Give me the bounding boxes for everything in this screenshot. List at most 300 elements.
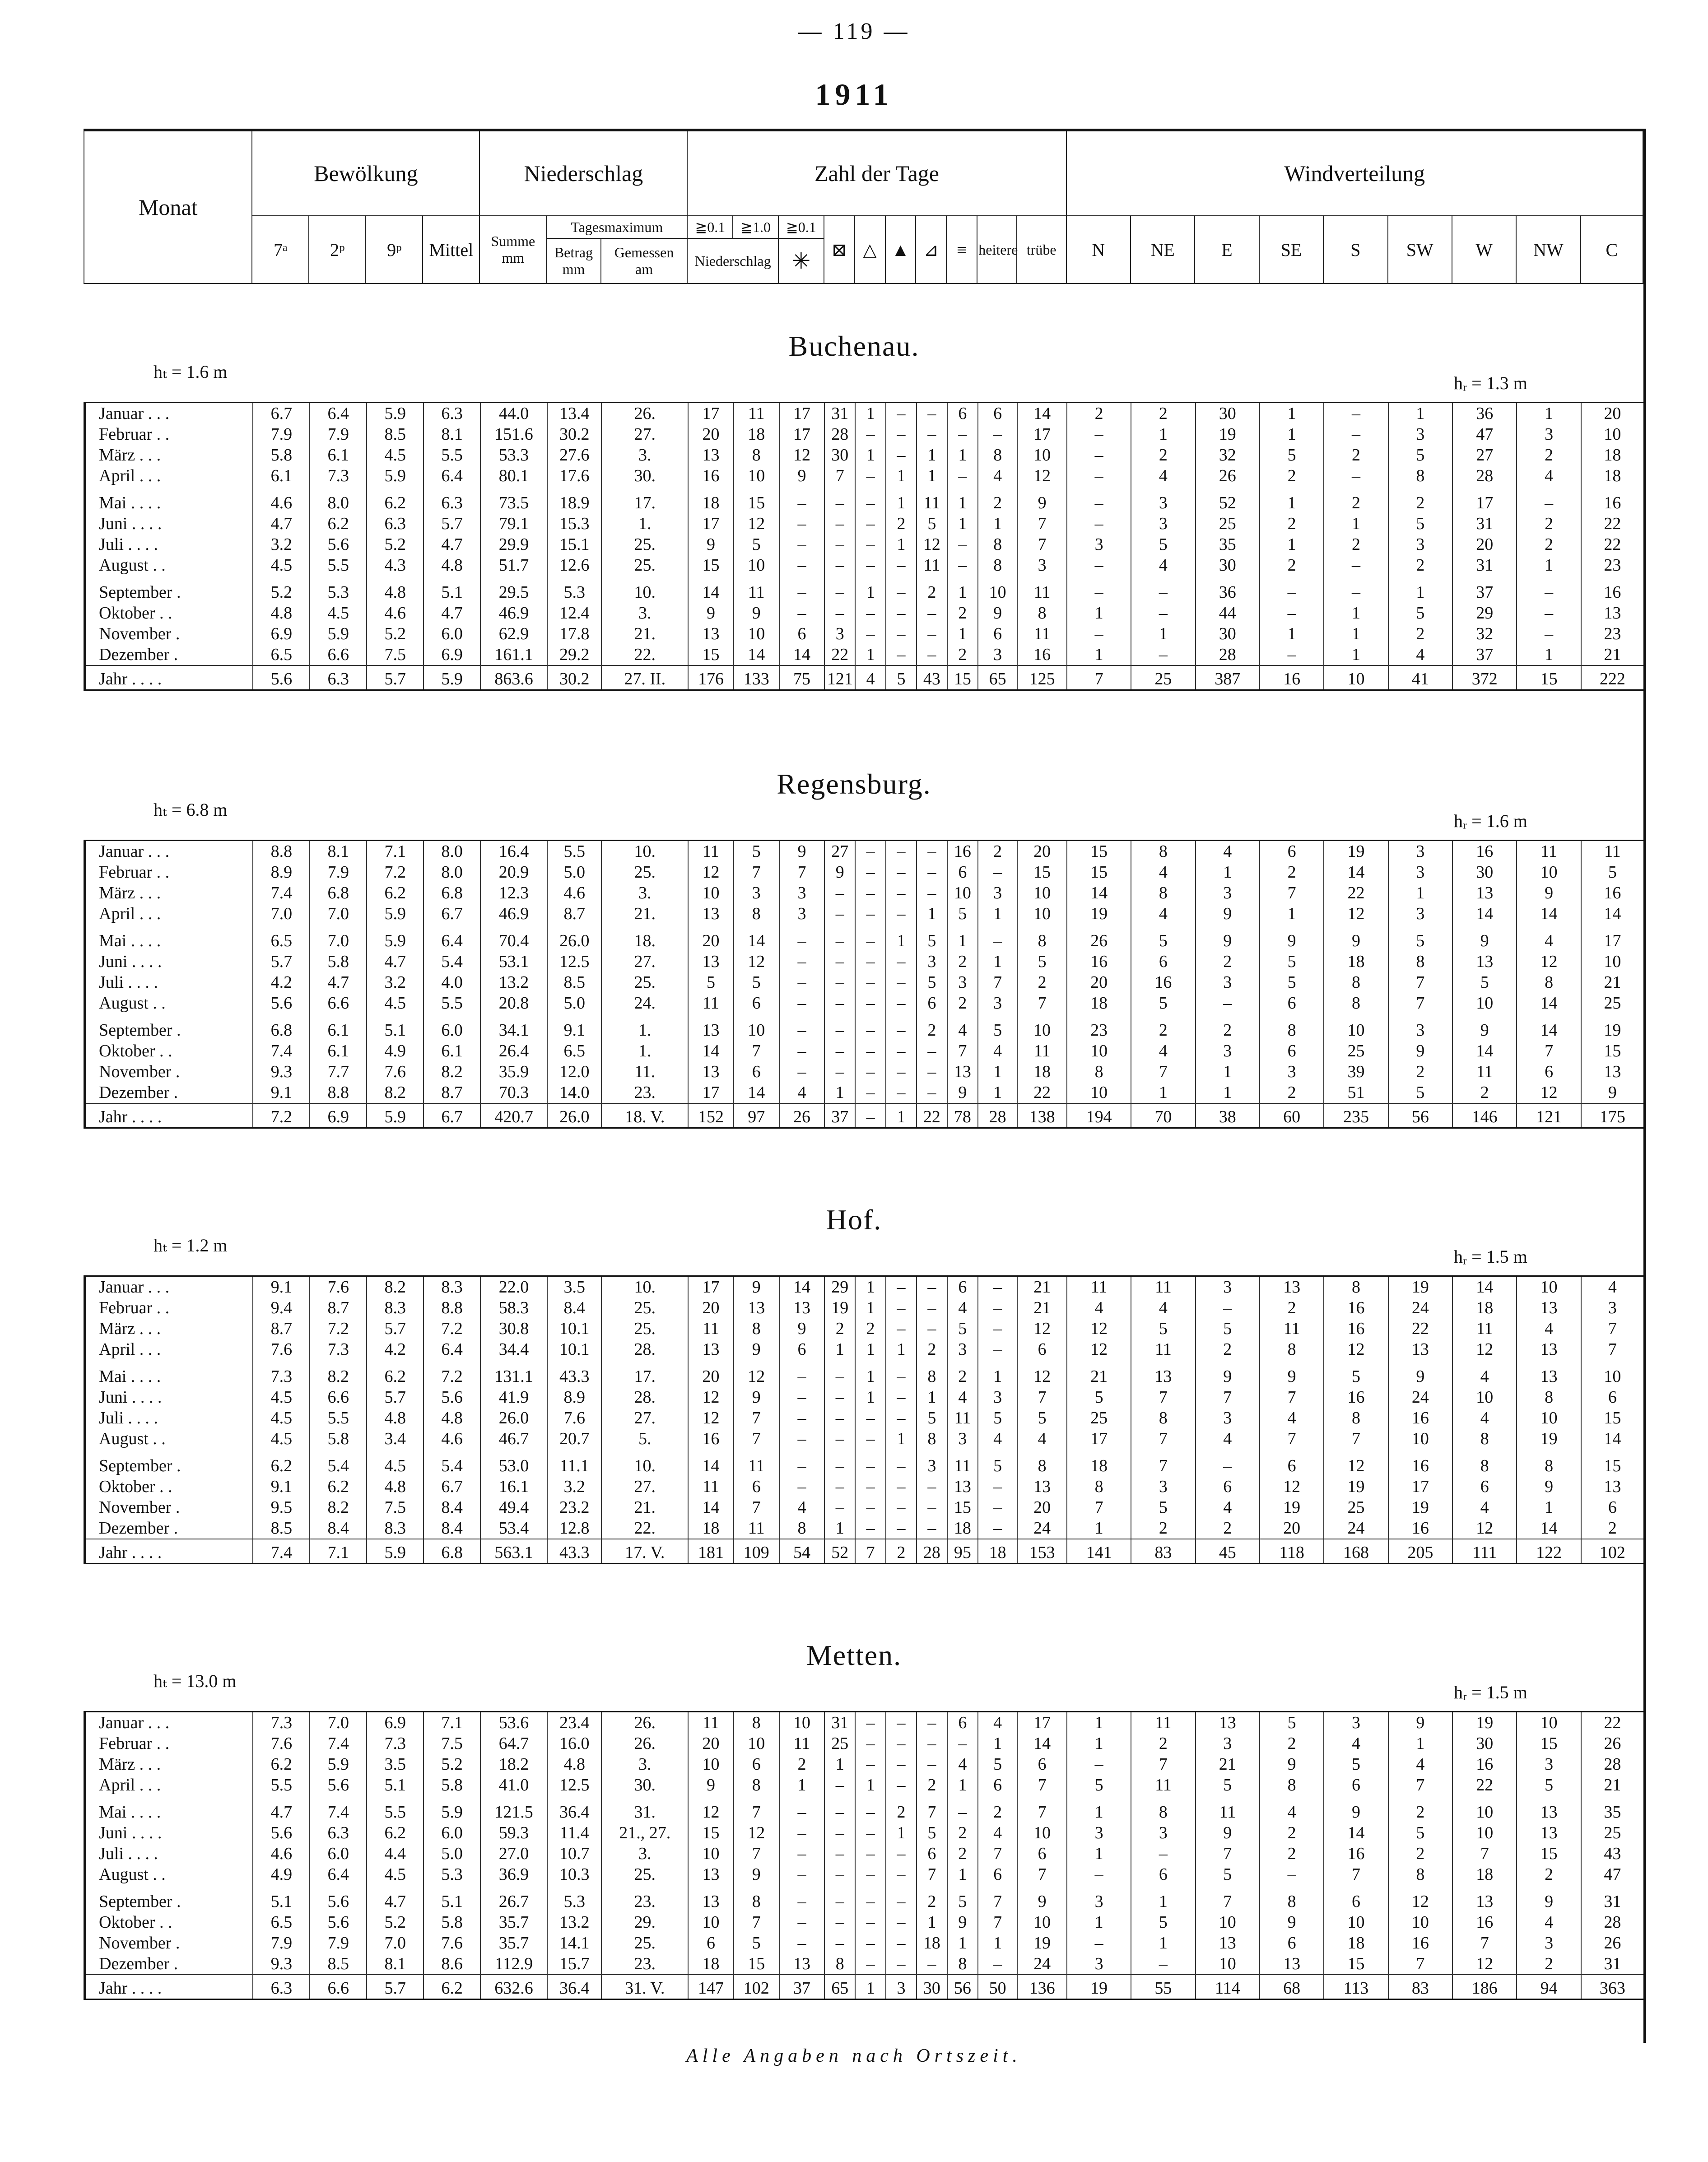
value-cell: 2 xyxy=(779,1754,825,1775)
month-cell: Juni . . . . xyxy=(85,1387,253,1408)
value-cell: 5 xyxy=(1388,603,1452,623)
value-cell: 8.1 xyxy=(424,424,480,445)
value-cell: 5.5 xyxy=(310,555,367,576)
value-cell: 32 xyxy=(1196,445,1260,465)
value-cell: 3. xyxy=(601,1843,688,1864)
value-cell: 19 xyxy=(1517,1428,1581,1449)
value-cell: 5 xyxy=(1017,1408,1067,1428)
value-cell: 16 xyxy=(947,841,978,862)
value-cell: – xyxy=(1067,513,1131,534)
value-cell: 13 xyxy=(1581,603,1643,623)
value-cell: – xyxy=(855,1408,886,1428)
value-cell: – xyxy=(1067,1933,1131,1953)
value-cell: 6 xyxy=(1017,1754,1067,1775)
value-cell: 4.8 xyxy=(424,1408,480,1428)
value-cell: 7 xyxy=(978,1843,1018,1864)
value-cell: 4 xyxy=(1452,1497,1517,1518)
value-cell: 25. xyxy=(601,1864,688,1885)
snow-icon: ✳ xyxy=(778,238,824,284)
value-cell: 2 xyxy=(1260,1082,1324,1103)
value-cell: 372 xyxy=(1452,665,1517,690)
value-cell: 4 xyxy=(1067,1297,1131,1318)
value-cell: 1 xyxy=(855,1297,886,1318)
value-cell: 70.4 xyxy=(480,924,547,951)
value-cell: 5.6 xyxy=(253,665,310,690)
table-row xyxy=(85,1733,1643,1754)
value-cell: 632.6 xyxy=(480,1975,547,1999)
station-ht: hₜ = 1.2 m xyxy=(154,1235,228,1255)
table-row xyxy=(85,1297,1643,1318)
value-cell: 43 xyxy=(1581,1843,1643,1864)
value-cell: – xyxy=(824,1497,855,1518)
value-cell: 68 xyxy=(1260,1975,1324,1999)
value-cell: 35.9 xyxy=(480,1061,547,1082)
value-cell: 5 xyxy=(1260,445,1324,465)
value-cell: 7 xyxy=(978,1885,1018,1912)
value-cell: 12 xyxy=(1517,1082,1581,1103)
value-cell: 9 xyxy=(1196,924,1260,951)
value-cell: – xyxy=(917,644,947,665)
value-cell: 13 xyxy=(1260,1276,1324,1298)
month-cell: Juni . . . . xyxy=(85,1823,253,1843)
value-cell: 16.1 xyxy=(480,1476,547,1497)
value-cell: 27.0 xyxy=(480,1843,547,1864)
value-cell: – xyxy=(1260,603,1324,623)
value-cell: 11 xyxy=(1452,1318,1517,1339)
value-cell: – xyxy=(779,924,825,951)
value-cell: 14 xyxy=(1517,903,1581,924)
value-cell: – xyxy=(1196,993,1260,1014)
value-cell: 3 xyxy=(886,1975,917,1999)
value-cell: 194 xyxy=(1067,1103,1131,1128)
month-cell: März . . . xyxy=(85,883,253,903)
header-truebe: trübe xyxy=(1017,216,1066,284)
value-cell: 16 xyxy=(1388,1449,1452,1476)
value-cell: 31. V. xyxy=(601,1975,688,1999)
value-cell: 10 xyxy=(734,1733,779,1754)
value-cell: 8.2 xyxy=(310,1360,367,1387)
value-cell: 7 xyxy=(1581,1318,1643,1339)
value-cell: 4 xyxy=(1131,903,1195,924)
value-cell: 7 xyxy=(1260,1387,1324,1408)
value-cell: – xyxy=(917,623,947,644)
value-cell: 2 xyxy=(886,513,917,534)
value-cell: 4 xyxy=(978,1428,1018,1449)
value-cell: 26. xyxy=(601,1712,688,1734)
value-cell: 13 xyxy=(688,1061,734,1082)
value-cell: 4.8 xyxy=(367,576,424,603)
value-cell: – xyxy=(779,1885,825,1912)
value-cell: 17 xyxy=(1067,1428,1131,1449)
value-cell: 9 xyxy=(1517,883,1581,903)
value-cell: 4 xyxy=(1131,862,1195,883)
value-cell: 5 xyxy=(1260,972,1324,993)
value-cell: 16.0 xyxy=(547,1733,601,1754)
value-cell: 9 xyxy=(1260,1912,1324,1933)
value-cell: 8 xyxy=(1067,1061,1131,1082)
value-cell: 10 xyxy=(688,1754,734,1775)
value-cell: 7.4 xyxy=(253,883,310,903)
value-cell: – xyxy=(1067,1864,1131,1885)
value-cell: 10 xyxy=(688,1912,734,1933)
value-cell: 6.1 xyxy=(310,1014,367,1041)
value-cell: 5 xyxy=(1067,1775,1131,1795)
value-cell: 3 xyxy=(1131,1823,1195,1843)
value-cell: 1 xyxy=(1196,1082,1260,1103)
value-cell: 14 xyxy=(734,1082,779,1103)
value-cell: 13 xyxy=(1131,1360,1195,1387)
value-cell: 6 xyxy=(1324,1775,1388,1795)
value-cell: 51.7 xyxy=(480,555,547,576)
month-cell: Dezember . xyxy=(85,1953,253,1975)
value-cell: 13 xyxy=(779,1297,825,1318)
value-cell: 34.1 xyxy=(480,1014,547,1041)
station-title: Metten. xyxy=(806,1639,902,1671)
value-cell: 5 xyxy=(947,1318,978,1339)
value-cell: 23. xyxy=(601,1885,688,1912)
value-cell: 13 xyxy=(1517,1297,1581,1318)
value-cell: 5.3 xyxy=(547,1885,601,1912)
value-cell: 18 xyxy=(1067,993,1131,1014)
value-cell: – xyxy=(779,1428,825,1449)
value-cell: – xyxy=(855,1712,886,1734)
value-cell: – xyxy=(886,1318,917,1339)
value-cell: 8 xyxy=(1324,1408,1388,1428)
value-cell: 12 xyxy=(688,862,734,883)
value-cell: – xyxy=(1067,623,1131,644)
value-cell: 4 xyxy=(1196,1428,1260,1449)
value-cell: 2 xyxy=(1388,623,1452,644)
value-cell: – xyxy=(978,1318,1018,1339)
value-cell: 10 xyxy=(734,465,779,486)
table-row xyxy=(85,1061,1643,1082)
value-cell: 29.2 xyxy=(547,644,601,665)
value-cell: 8 xyxy=(734,445,779,465)
value-cell: 1 xyxy=(886,1339,917,1360)
value-cell: 1 xyxy=(1067,1712,1131,1734)
value-cell: 8 xyxy=(1017,603,1067,623)
value-cell: 3 xyxy=(1196,1276,1260,1298)
value-cell: 27 xyxy=(1452,445,1517,465)
value-cell: 7 xyxy=(1017,534,1067,555)
value-cell: 18 xyxy=(947,1518,978,1539)
value-cell: 5 xyxy=(917,972,947,993)
table-row xyxy=(85,623,1643,644)
value-cell: 3 xyxy=(1388,903,1452,924)
value-cell: 1 xyxy=(824,1518,855,1539)
value-cell: 28 xyxy=(824,424,855,445)
value-cell: 8 xyxy=(1131,1408,1195,1428)
value-cell: 8 xyxy=(917,1428,947,1449)
value-cell: 12 xyxy=(1324,903,1388,924)
value-cell: 3 xyxy=(1517,1754,1581,1775)
value-cell: – xyxy=(886,883,917,903)
value-cell: 8.3 xyxy=(424,1276,480,1298)
value-cell: 4.7 xyxy=(367,951,424,972)
value-cell: 20 xyxy=(1260,1518,1324,1539)
value-cell: 6 xyxy=(1260,841,1324,862)
value-cell: 6.9 xyxy=(367,1712,424,1734)
value-cell: 5. xyxy=(601,1428,688,1449)
value-cell: 3.2 xyxy=(253,534,310,555)
value-cell: – xyxy=(855,862,886,883)
value-cell: 5 xyxy=(947,903,978,924)
value-cell: 6 xyxy=(1260,1041,1324,1061)
value-cell: 4.8 xyxy=(253,603,310,623)
value-cell: – xyxy=(947,1795,978,1823)
value-cell: 6.2 xyxy=(367,883,424,903)
value-cell: 27 xyxy=(824,841,855,862)
value-cell: 5 xyxy=(1388,1082,1452,1103)
value-cell: 7.4 xyxy=(310,1733,367,1754)
value-cell: 1 xyxy=(886,1823,917,1843)
value-cell: – xyxy=(824,1885,855,1912)
header-9p: 9ᵖ xyxy=(366,216,423,284)
value-cell: 41 xyxy=(1388,665,1452,690)
value-cell: 79.1 xyxy=(480,513,547,534)
value-cell: 21 xyxy=(1581,972,1643,993)
value-cell: – xyxy=(855,1795,886,1823)
value-cell: 6 xyxy=(978,623,1018,644)
value-cell: 10 xyxy=(1017,445,1067,465)
value-cell: 1 xyxy=(1131,1082,1195,1103)
value-cell: 7 xyxy=(947,1041,978,1061)
value-cell: 4.8 xyxy=(547,1754,601,1775)
value-cell: 5.2 xyxy=(424,1754,480,1775)
value-cell: 6.6 xyxy=(310,644,367,665)
value-cell: 18. V. xyxy=(601,1103,688,1128)
value-cell: 53.4 xyxy=(480,1518,547,1539)
value-cell: 16 xyxy=(688,465,734,486)
value-cell: 10.1 xyxy=(547,1339,601,1360)
value-cell: 4 xyxy=(947,1297,978,1318)
value-cell: 5 xyxy=(917,924,947,951)
value-cell: – xyxy=(779,513,825,534)
value-cell: 5 xyxy=(1517,1775,1581,1795)
value-cell: 18.2 xyxy=(480,1754,547,1775)
value-cell: 5.3 xyxy=(424,1864,480,1885)
value-cell: 14 xyxy=(1452,1276,1517,1298)
value-cell: 6 xyxy=(947,1276,978,1298)
table-row xyxy=(85,1476,1643,1497)
value-cell: 15 xyxy=(947,665,978,690)
value-cell: – xyxy=(824,1864,855,1885)
value-cell: 8 xyxy=(978,445,1018,465)
value-cell: – xyxy=(855,465,886,486)
value-cell: 7.2 xyxy=(310,1318,367,1339)
value-cell: 18 xyxy=(1324,1933,1388,1953)
value-cell: 9 xyxy=(1260,1360,1324,1387)
value-cell: 17 xyxy=(688,1276,734,1298)
value-cell: – xyxy=(855,1014,886,1041)
value-cell: 4 xyxy=(1131,1297,1195,1318)
value-cell: 15 xyxy=(1017,862,1067,883)
value-cell: 30 xyxy=(1452,862,1517,883)
value-cell: 6 xyxy=(734,1754,779,1775)
value-cell: 18.9 xyxy=(547,486,601,513)
value-cell: 47 xyxy=(1452,424,1517,445)
value-cell: – xyxy=(1067,445,1131,465)
value-cell: 5.2 xyxy=(253,576,310,603)
value-cell: 5 xyxy=(978,1408,1018,1428)
value-cell: 1 xyxy=(1067,1843,1131,1864)
value-cell: 22 xyxy=(1581,513,1643,534)
value-cell: 1 xyxy=(978,1082,1018,1103)
value-cell: 5.9 xyxy=(367,1539,424,1564)
value-cell: – xyxy=(855,1061,886,1082)
value-cell: 17 xyxy=(779,424,825,445)
value-cell: 31 xyxy=(1581,1885,1643,1912)
station-title: Hof. xyxy=(826,1204,882,1236)
value-cell: 30 xyxy=(1196,555,1260,576)
value-cell: – xyxy=(978,1497,1018,1518)
value-cell: – xyxy=(1131,1953,1195,1975)
value-cell: 29. xyxy=(601,1912,688,1933)
value-cell: – xyxy=(779,555,825,576)
value-cell: – xyxy=(917,862,947,883)
value-cell: 10 xyxy=(978,576,1018,603)
value-cell: 8 xyxy=(1260,1885,1324,1912)
value-cell: 62.9 xyxy=(480,623,547,644)
value-cell: 23 xyxy=(1067,1014,1131,1041)
value-cell: 25 xyxy=(1067,1408,1131,1428)
value-cell: 35.7 xyxy=(480,1912,547,1933)
value-cell: 5.7 xyxy=(253,951,310,972)
value-cell: 1 xyxy=(1067,644,1131,665)
value-cell: 12 xyxy=(1017,1318,1067,1339)
value-cell: 13 xyxy=(1260,1953,1324,1975)
table-row xyxy=(85,1885,1643,1912)
header-z01s xyxy=(778,216,824,238)
value-cell: 2 xyxy=(1324,534,1388,555)
value-cell: 3 xyxy=(1196,883,1260,903)
value-cell: 18 xyxy=(1452,1297,1517,1318)
value-cell: 22. xyxy=(601,1518,688,1539)
value-cell: 11 xyxy=(1131,1712,1195,1734)
header-wind-se: SE xyxy=(1259,216,1323,284)
value-cell: 25 xyxy=(1324,1497,1388,1518)
value-cell: 22 xyxy=(1581,534,1643,555)
value-cell: 12.4 xyxy=(547,603,601,623)
value-cell: 3. xyxy=(601,445,688,465)
value-cell: 23. xyxy=(601,1953,688,1975)
value-cell: 1 xyxy=(855,1276,886,1298)
value-cell: – xyxy=(779,1449,825,1476)
value-cell: 13 xyxy=(688,1864,734,1885)
value-cell: 53.3 xyxy=(480,445,547,465)
value-cell: 8 xyxy=(734,903,779,924)
month-cell: Juli . . . . xyxy=(85,1408,253,1428)
value-cell: 5 xyxy=(1131,1497,1195,1518)
value-cell: 21 xyxy=(1581,1775,1643,1795)
value-cell: 152 xyxy=(688,1103,734,1128)
value-cell: 7.1 xyxy=(367,841,424,862)
value-cell: – xyxy=(855,951,886,972)
value-cell: 11 xyxy=(1196,1795,1260,1823)
header-tagesmaximum: Tagesmaximum xyxy=(546,216,687,238)
value-cell: 5.7 xyxy=(367,665,424,690)
value-cell: 9 xyxy=(779,1318,825,1339)
value-cell: 2 xyxy=(947,1823,978,1843)
value-cell: – xyxy=(1517,576,1581,603)
value-cell: 9 xyxy=(688,1775,734,1795)
value-cell: 6 xyxy=(734,1476,779,1497)
value-cell: – xyxy=(855,1449,886,1476)
value-cell: 10 xyxy=(947,883,978,903)
value-cell: 2 xyxy=(1196,1518,1260,1539)
value-cell: 4.5 xyxy=(367,993,424,1014)
header-mittel: Mittel xyxy=(423,216,479,284)
value-cell: – xyxy=(1260,1864,1324,1885)
value-cell: – xyxy=(779,1933,825,1953)
value-cell: 9 xyxy=(947,1912,978,1933)
value-cell: 9 xyxy=(1388,1041,1452,1061)
value-cell: 4.5 xyxy=(367,1449,424,1476)
value-cell: 7.6 xyxy=(253,1339,310,1360)
value-cell: 13 xyxy=(1388,1339,1452,1360)
value-cell: 4 xyxy=(855,665,886,690)
value-cell: 28 xyxy=(1452,465,1517,486)
value-cell: 9 xyxy=(947,1082,978,1103)
value-cell: 2 xyxy=(1388,486,1452,513)
value-cell: 5.1 xyxy=(424,1885,480,1912)
value-cell: 2 xyxy=(1196,1014,1260,1041)
value-cell: – xyxy=(855,1103,886,1128)
value-cell: 1. xyxy=(601,513,688,534)
value-cell: 5.9 xyxy=(424,1795,480,1823)
value-cell: 7 xyxy=(855,1539,886,1564)
value-cell: 7 xyxy=(734,1041,779,1061)
value-cell: 51 xyxy=(1324,1082,1388,1103)
value-cell: 6 xyxy=(1260,993,1324,1014)
value-cell: 4.8 xyxy=(367,1476,424,1497)
value-cell: 13 xyxy=(1517,1823,1581,1843)
value-cell: 7.6 xyxy=(547,1408,601,1428)
value-cell: 10 xyxy=(734,1014,779,1041)
value-cell: 16 xyxy=(1388,1518,1452,1539)
value-cell: 6 xyxy=(688,1933,734,1953)
value-cell: 3 xyxy=(1017,555,1067,576)
value-cell: – xyxy=(824,883,855,903)
value-cell: 3 xyxy=(824,623,855,644)
value-cell: 12.6 xyxy=(547,555,601,576)
value-cell: 5 xyxy=(734,841,779,862)
value-cell: 6.4 xyxy=(424,465,480,486)
value-cell: 8 xyxy=(1324,972,1388,993)
value-cell: 30 xyxy=(1196,623,1260,644)
value-cell: 1 xyxy=(886,465,917,486)
value-cell: 22 xyxy=(1452,1775,1517,1795)
value-cell: 6.0 xyxy=(424,1823,480,1843)
value-cell: 2 xyxy=(1517,445,1581,465)
value-cell: 15.3 xyxy=(547,513,601,534)
value-cell: 18 xyxy=(1581,445,1643,465)
month-cell: September . xyxy=(85,576,253,603)
value-cell: 7 xyxy=(978,972,1018,993)
month-cell: April . . . xyxy=(85,903,253,924)
value-cell: 9.1 xyxy=(253,1082,310,1103)
table-row xyxy=(85,576,1643,603)
header-z01 xyxy=(687,216,733,238)
value-cell: 4.5 xyxy=(253,555,310,576)
value-cell: – xyxy=(1067,555,1131,576)
station-table xyxy=(84,840,1643,1129)
value-cell: 23 xyxy=(1581,555,1643,576)
header-heitere: heitere xyxy=(977,216,1017,284)
month-cell: Februar . . xyxy=(85,862,253,883)
value-cell: 8.7 xyxy=(310,1297,367,1318)
value-cell: 7 xyxy=(1388,1775,1452,1795)
